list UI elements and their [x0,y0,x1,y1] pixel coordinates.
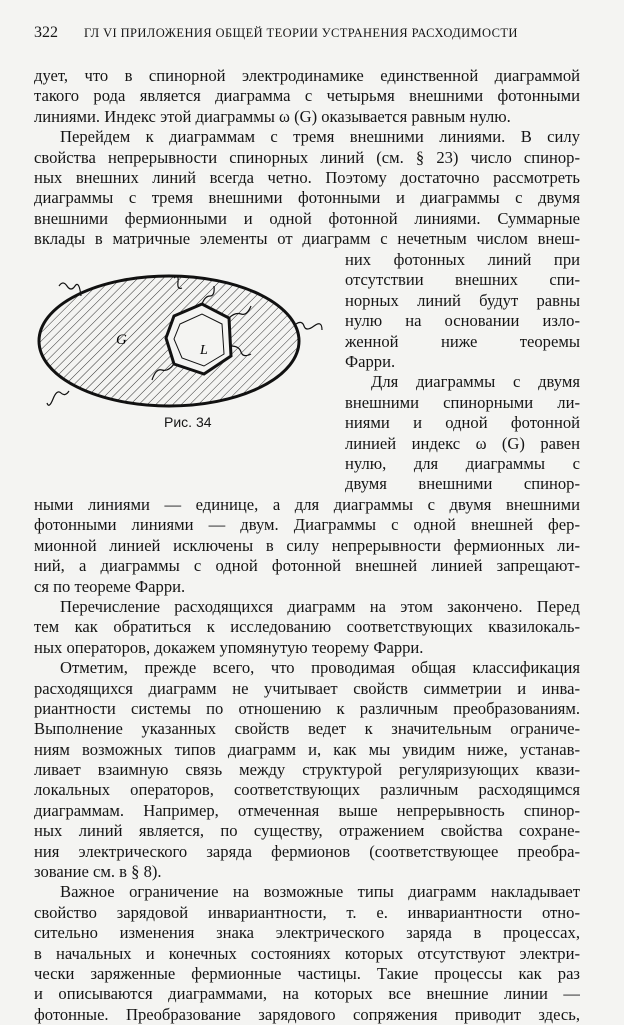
text-line: тем как обратиться к исследованию соответствующих квазилокаль- [34,617,580,637]
text-line: нулю на основании изло- [345,311,580,331]
text-line: отсутствии внешних спи- [345,270,580,290]
text-line: сительно изменения знака электрического заряда в процессах, [34,923,580,943]
text-line: Для диаграммы с двумя [371,372,580,392]
text-line: них фотонных линий при [345,250,580,269]
text-line: локальных операторов, соответствующих различным расходящимся [34,780,580,800]
text-line: ния электрического заряда фермионов (соответствующее преобра- [34,841,580,861]
text-line: такого рода является диаграмма с четырьмя внешними фотонными [34,86,580,106]
text-line: расходящихся диаграмм не учитывает свойств симметрии и инва- [34,678,580,698]
text-line: риантности системы по отношению к различным преобразованиям. [34,698,580,718]
text-line: ливает взаимную связь между структурой регуляризующих квази- [34,760,580,780]
text-line: зование см. в § 8). [34,862,162,882]
text-line: ний, а диаграммы с одной фотонной внешней линией запрещают- [34,556,580,576]
text-line: Важное ограничение на возможные типы диаграмм накладывает [60,882,580,902]
figure-34 [34,246,334,446]
text-line: ными линиями — единице, а для диаграммы с двумя внешними [34,495,580,514]
text-line: Отметим, прежде всего, что проводимая общая классификация [60,658,580,678]
text-line: внешними фермионными и одной фотонной линиями. Суммарные [34,208,580,228]
text-line: диаграммы с тремя внешними фотонными и диаграммы с двумя [34,188,580,208]
text-line: женной ниже теоремы [345,331,580,351]
text-line: Фарри. [345,351,396,371]
body-text-beside-figure [345,250,580,495]
text-line: ных линий является, по существу, отражением свойства сохране- [34,821,580,841]
text-line: Перечисление расходящихся диаграмм на этом закончено. Перед [60,596,580,616]
text-line: линией индекс ω (G) равен [345,433,580,453]
text-line: мионной линией исключены в силу непрерывности фермионных ли- [34,535,580,555]
text-line: линиями. Индекс этой диаграммы ω (G) оказывается равным нулю. [34,106,511,126]
text-line: ных внешних линий всегда четно. Поэтому достаточно рассмотреть [34,167,580,187]
running-title: ГЛ VI ПРИЛОЖЕНИЯ ОБЩЕЙ ТЕОРИИ УСТРАНЕНИЯ РАСХОДИМОСТИ [84,26,518,40]
outer-label: G [116,332,127,348]
text-line: ниями и одной фотонной [345,413,580,433]
text-line: двумя внешними спинор- [345,474,580,494]
photon-line-4 [47,391,69,405]
text-line: фотонные. Преобразование зарядового сопряжения приводит здесь, [34,1004,580,1024]
text-line: Выполнение указанных свойств ведет к значительным ограниче- [34,719,580,739]
text-line: диаграммам. Например, отмеченная выше непрерывность спинор- [34,800,580,820]
text-line: нулю, для диаграммы с [345,453,580,473]
text-line: Перейдем к диаграммам с тремя внешними линиями. В силу [60,127,580,147]
text-line: дует, что в спинорной электродинамике единственной диаграммой [34,66,580,85]
text-line: внешними спинорными ли- [345,392,580,412]
inner-label: L [200,343,208,358]
text-line: ных операторов, докажем упомянутую теорему Фарри. [34,637,424,657]
text-line: в начальных и конечных состояниях которых отсутствуют электри- [34,943,580,963]
text-line: свойства непрерывности спинорных линий (см. § 23) число спинор- [34,147,580,167]
text-line: вклады в матричные элементы от диаграмм с нечетным числом внеш- [34,229,580,249]
text-line: чески заряженные фермионные частицы. Такие процессы как раз [34,963,580,983]
text-line: ниям возможных типов диаграмм и, как мы увидим ниже, устанав- [34,739,580,759]
body-text-bottom [34,495,580,1025]
photon-line-3 [296,322,322,330]
text-line: фотонными линиями — двум. Диаграммы с одной внешней фер- [34,515,580,535]
text-line: и описываются диаграммами, на которых все внешние линии — [34,984,580,1004]
page-number: 322 [34,24,58,41]
text-line: ся по теореме Фарри. [34,576,186,596]
page-header [34,24,586,44]
body-text-top [34,66,580,250]
diagram-illustration [34,246,334,416]
figure-caption: Рис. 34 [164,414,212,430]
text-line: свойство зарядовой инвариантности, т. е. инвариантности отно- [34,902,580,922]
text-line: норных линий будут равны [345,290,580,310]
